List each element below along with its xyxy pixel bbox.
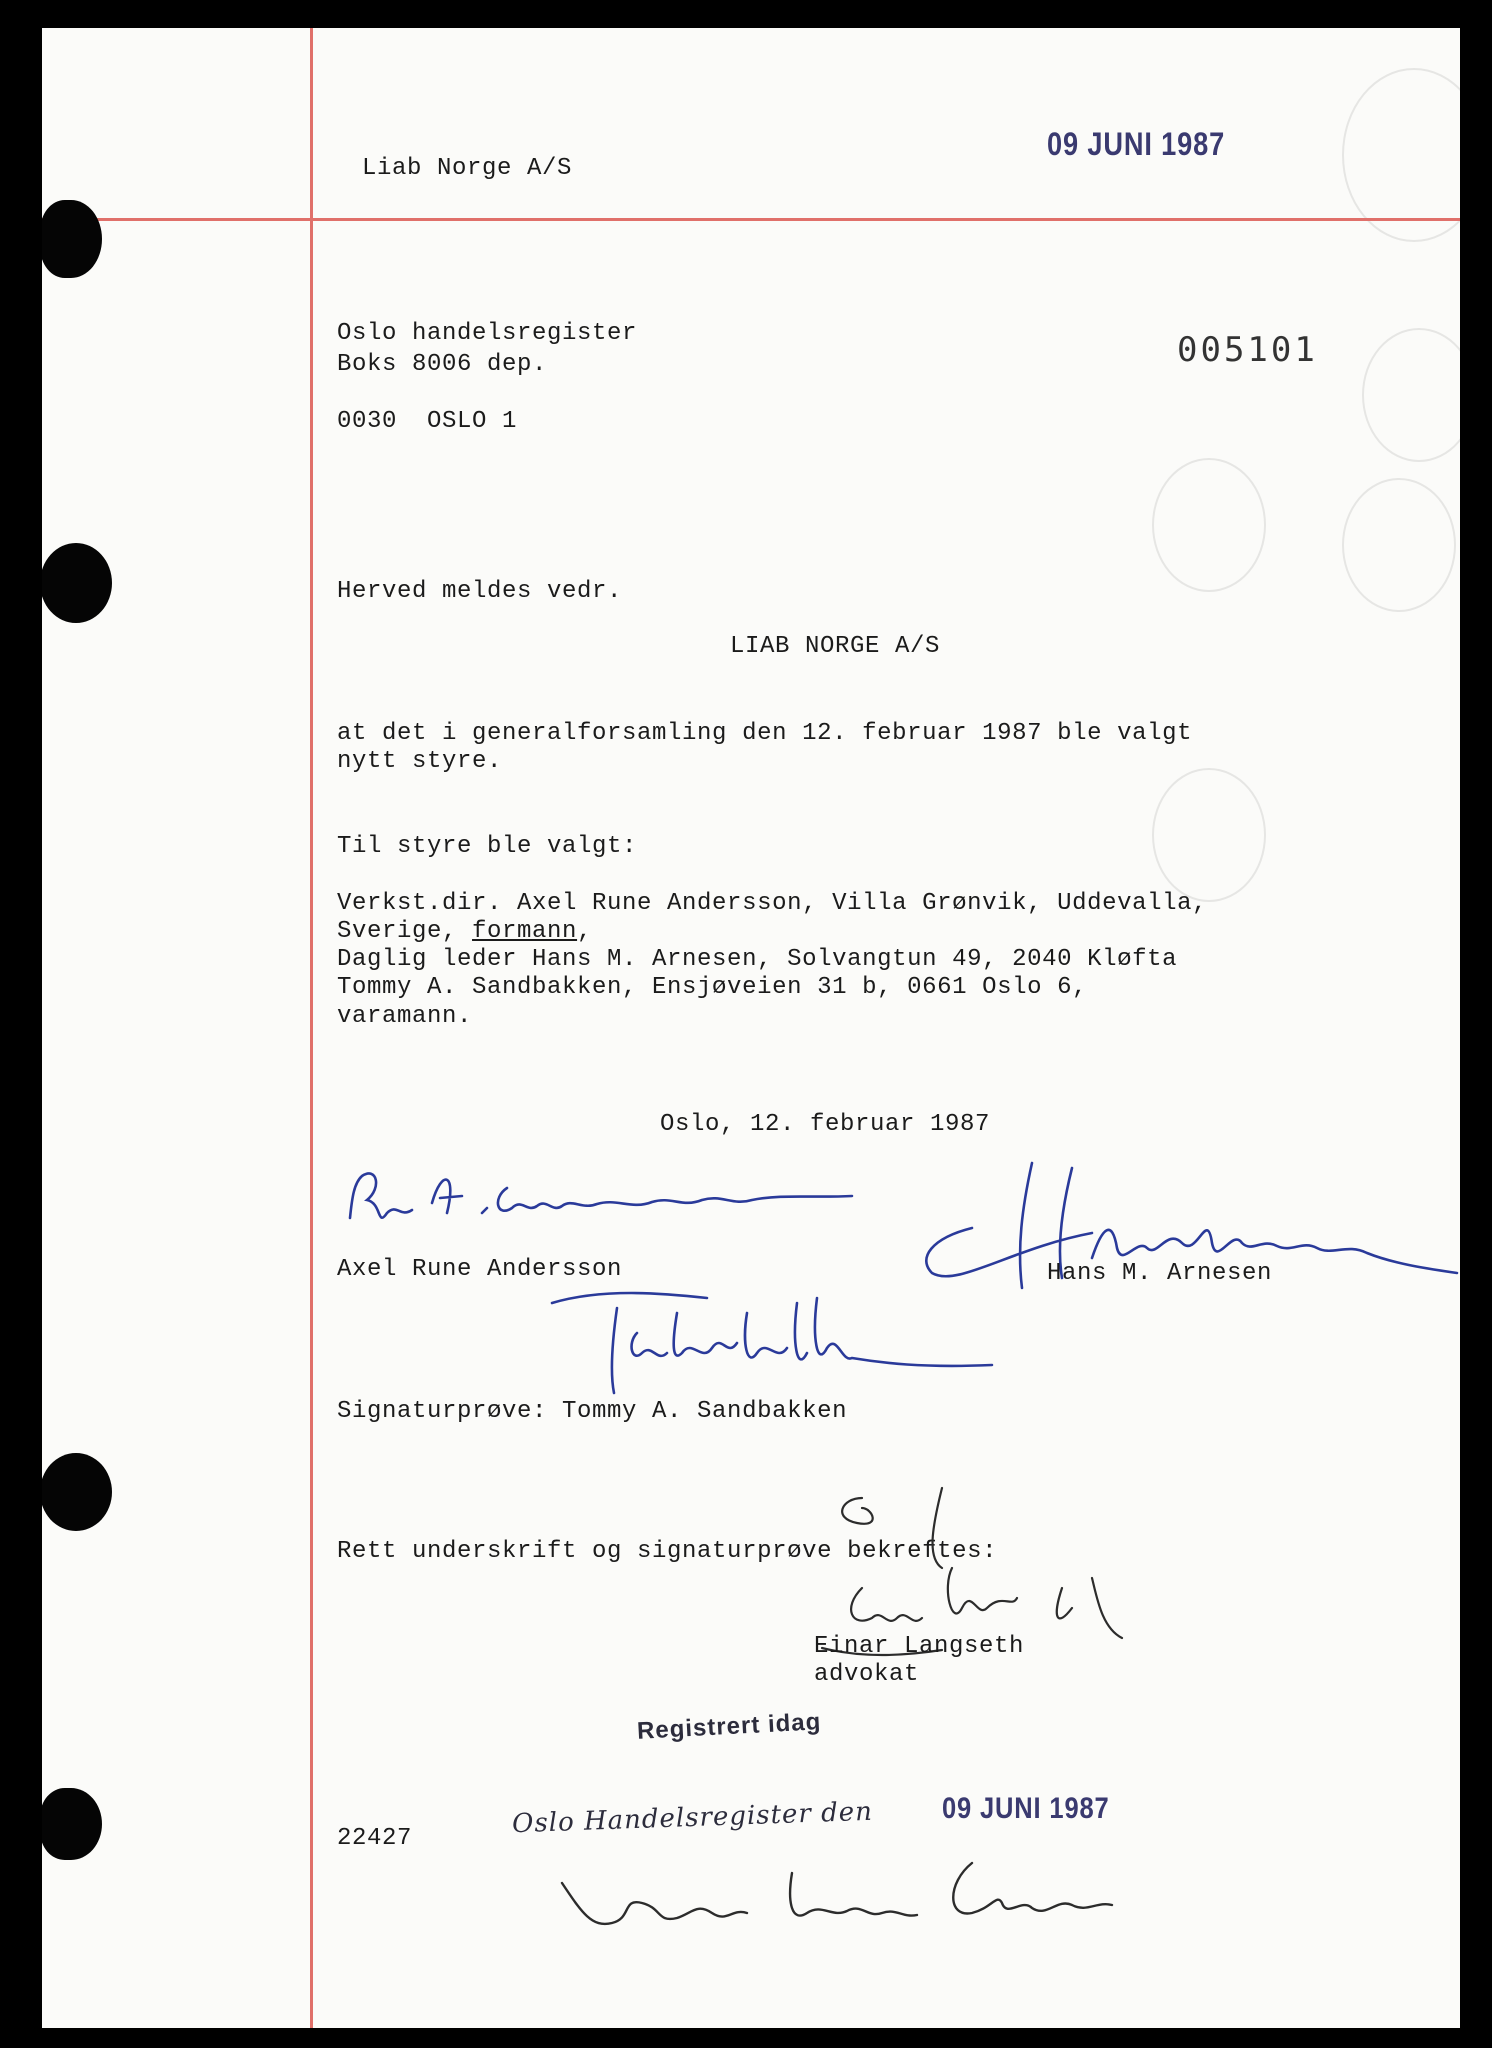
confirmation-text: Rett underskrift og signaturprøve bekreftes: bbox=[337, 1538, 998, 1565]
punch-hole bbox=[42, 543, 112, 623]
punch-hole bbox=[42, 1453, 112, 1531]
reference-number: 005101 bbox=[1177, 330, 1318, 370]
body-text: nytt styre. bbox=[337, 748, 503, 775]
signature-sample-line: Signaturprøve: Tommy A. Sandbakken bbox=[337, 1398, 848, 1425]
document-page bbox=[42, 28, 1460, 2028]
punch-hole bbox=[42, 200, 102, 278]
bleed-through-mark bbox=[1342, 68, 1460, 242]
section-heading: Til styre ble valgt: bbox=[337, 833, 638, 860]
bleed-through-mark bbox=[1152, 458, 1266, 592]
bleed-through-mark bbox=[1152, 768, 1266, 902]
lawyer-name: Einar Langseth bbox=[814, 1633, 1025, 1660]
footer-number: 22427 bbox=[337, 1825, 413, 1852]
received-date-stamp: 09 JUNI 1987 bbox=[1047, 126, 1226, 162]
letterhead-company: Liab Norge A/S bbox=[362, 155, 573, 182]
company-name-caps: LIAB NORGE A/S bbox=[730, 633, 941, 660]
body-text: at det i generalforsamling den 12. februar 1987 ble valgt bbox=[337, 720, 1193, 747]
signature-andersson bbox=[342, 1158, 862, 1248]
registered-stamp: Registrert idag bbox=[636, 1708, 822, 1745]
signatory-name: Hans M. Arnesen bbox=[1047, 1260, 1273, 1287]
board-member-line: varamann. bbox=[337, 1003, 473, 1030]
registry-date-stamp: 09 JUNI 1987 bbox=[942, 1792, 1110, 1825]
intro-text: Herved meldes vedr. bbox=[337, 578, 623, 605]
board-member-line: Verkst.dir. Axel Rune Andersson, Villa Grønvik, Uddevalla, bbox=[337, 890, 1208, 917]
header-rule bbox=[42, 218, 1460, 221]
board-member-line: Sverige, formann, bbox=[337, 918, 593, 945]
punch-hole bbox=[42, 1788, 102, 1860]
chair-role: formann bbox=[472, 918, 578, 945]
registry-handwritten-label: Oslo Handelsregister den bbox=[511, 1796, 874, 1840]
margin-rule bbox=[310, 28, 313, 2028]
recipient-line: Boks 8006 dep. bbox=[337, 351, 548, 378]
signature-registrar bbox=[552, 1843, 1152, 1953]
bleed-through-mark bbox=[1342, 478, 1456, 612]
recipient-line: 0030 OSLO 1 bbox=[337, 408, 518, 435]
board-member-line: Tommy A. Sandbakken, Ensjøveien 31 b, 0661 Oslo 6, bbox=[337, 974, 1088, 1001]
signatory-name: Axel Rune Andersson bbox=[337, 1256, 623, 1283]
place-date: Oslo, 12. februar 1987 bbox=[660, 1111, 991, 1138]
lawyer-title: advokat bbox=[814, 1661, 920, 1688]
signature-sandbakken bbox=[542, 1283, 1002, 1403]
bleed-through-mark bbox=[1362, 328, 1460, 462]
board-member-line: Daglig leder Hans M. Arnesen, Solvangtun 49, 2040 Kløfta bbox=[337, 946, 1178, 973]
recipient-line: Oslo handelsregister bbox=[337, 320, 638, 347]
